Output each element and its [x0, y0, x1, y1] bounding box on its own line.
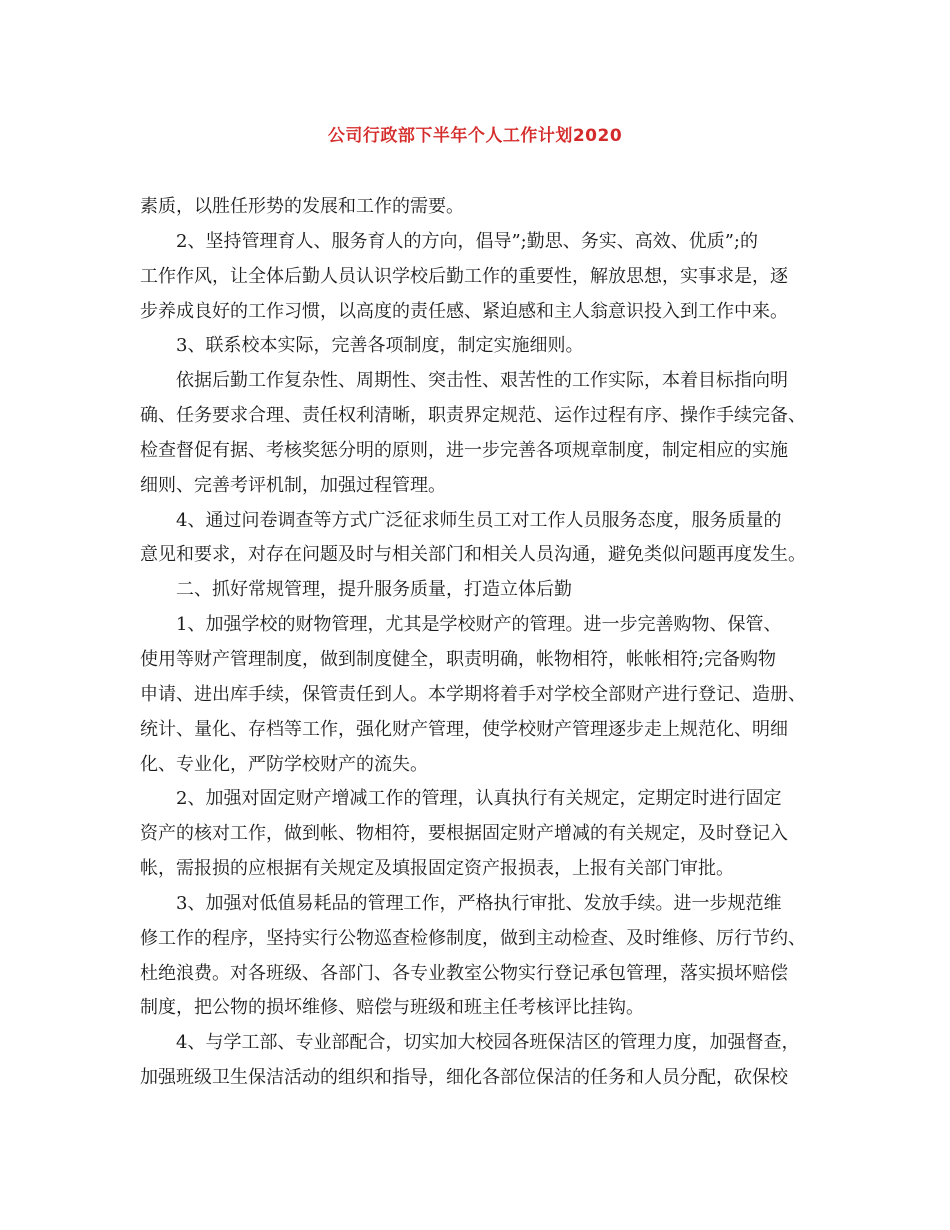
text-line: 2、加强对固定财产增减工作的管理，认真执行有关规定，定期定时进行固定: [176, 788, 782, 810]
document-body: [140, 190, 830, 1096]
text-line: 二、抓好常规管理，提升服务质量，打造立体后勤: [176, 579, 572, 601]
text-line: 步养成良好的工作习惯，以高度的责任感、紧迫感和主人翁意识投入到工作中来。: [140, 300, 788, 322]
document-title: 公司行政部下半年个人工作计划2020: [327, 126, 623, 146]
text-line: 依据后勤工作复杂性、周期性、突击性、艰苦性的工作实际，本着目标指向明: [176, 370, 788, 392]
text-line: 3、联系校本实际，完善各项制度，制定实施细则。: [176, 335, 584, 357]
text-line: 加强班级卫生保洁活动的组织和指导，细化各部位保洁的任务和人员分配，砍保校: [140, 1067, 788, 1089]
text-line: 化、专业化，严防学校财产的流失。: [140, 753, 428, 775]
text-line: 资产的核对工作，做到帐、物相符，要根据固定财产增减的有关规定，及时登记入: [140, 823, 788, 845]
text-line: 杜绝浪费。对各班级、各部门、各专业教室公物实行登记承包管理，落实损坏赔偿: [140, 962, 788, 984]
text-line: 制度，把公物的损坏维修、赔偿与班级和班主任考核评比挂钩。: [140, 997, 644, 1019]
text-line: 1、加强学校的财物管理，尤其是学校财产的管理。进一步完善购物、保管、: [176, 614, 782, 636]
text-line: 4、通过问卷调查等方式广泛征求师生员工对工作人员服务态度，服务质量的: [176, 509, 782, 531]
text-line: 工作作风，让全体后勤人员认识学校后勤工作的重要性，解放思想，实事求是，逐: [140, 265, 788, 287]
text-line: 2、坚持管理育人、服务育人的方向，倡导”;勤思、务实、高效、优质”;的: [176, 230, 758, 252]
text-line: 细则、完善考评机制，加强过程管理。: [140, 474, 446, 496]
text-line: 统计、量化、存档等工作，强化财产管理，使学校财产管理逐步走上规范化、明细: [140, 718, 788, 740]
text-line: 检查督促有据、考核奖惩分明的原则，进一步完善各项规章制度，制定相应的实施: [140, 439, 788, 461]
text-line: 4、与学工部、专业部配合，切实加大校园各班保洁区的管理力度，加强督查，: [176, 1032, 800, 1054]
text-line: 3、加强对低值易耗品的管理工作，严格执行审批、发放手续。进一步规范维: [176, 892, 782, 914]
text-line: 意见和要求，对存在问题及时与相关部门和相关人员沟通，避免类似问题再度发生。: [140, 544, 806, 566]
text-line: 修工作的程序，坚持实行公物巡查检修制度，做到主动检查、及时维修、厉行节约、: [140, 927, 806, 949]
text-line: 使用等财产管理制度，做到制度健全，职责明确，帐物相符，帐帐相符;完备购物: [140, 648, 777, 670]
text-line: 申请、进出库手续，保管责任到人。本学期将着手对学校全部财产进行登记、造册、: [140, 683, 806, 705]
text-line: 素质，以胜任形势的发展和工作的需要。: [140, 196, 464, 217]
text-line: 帐，需报损的应根据有关规定及填报固定资产报损表，上报有关部门审批。: [140, 858, 734, 880]
text-line: 确、任务要求合理、责任权利清晰，职责界定规范、运作过程有序、操作手续完备、: [140, 405, 806, 427]
